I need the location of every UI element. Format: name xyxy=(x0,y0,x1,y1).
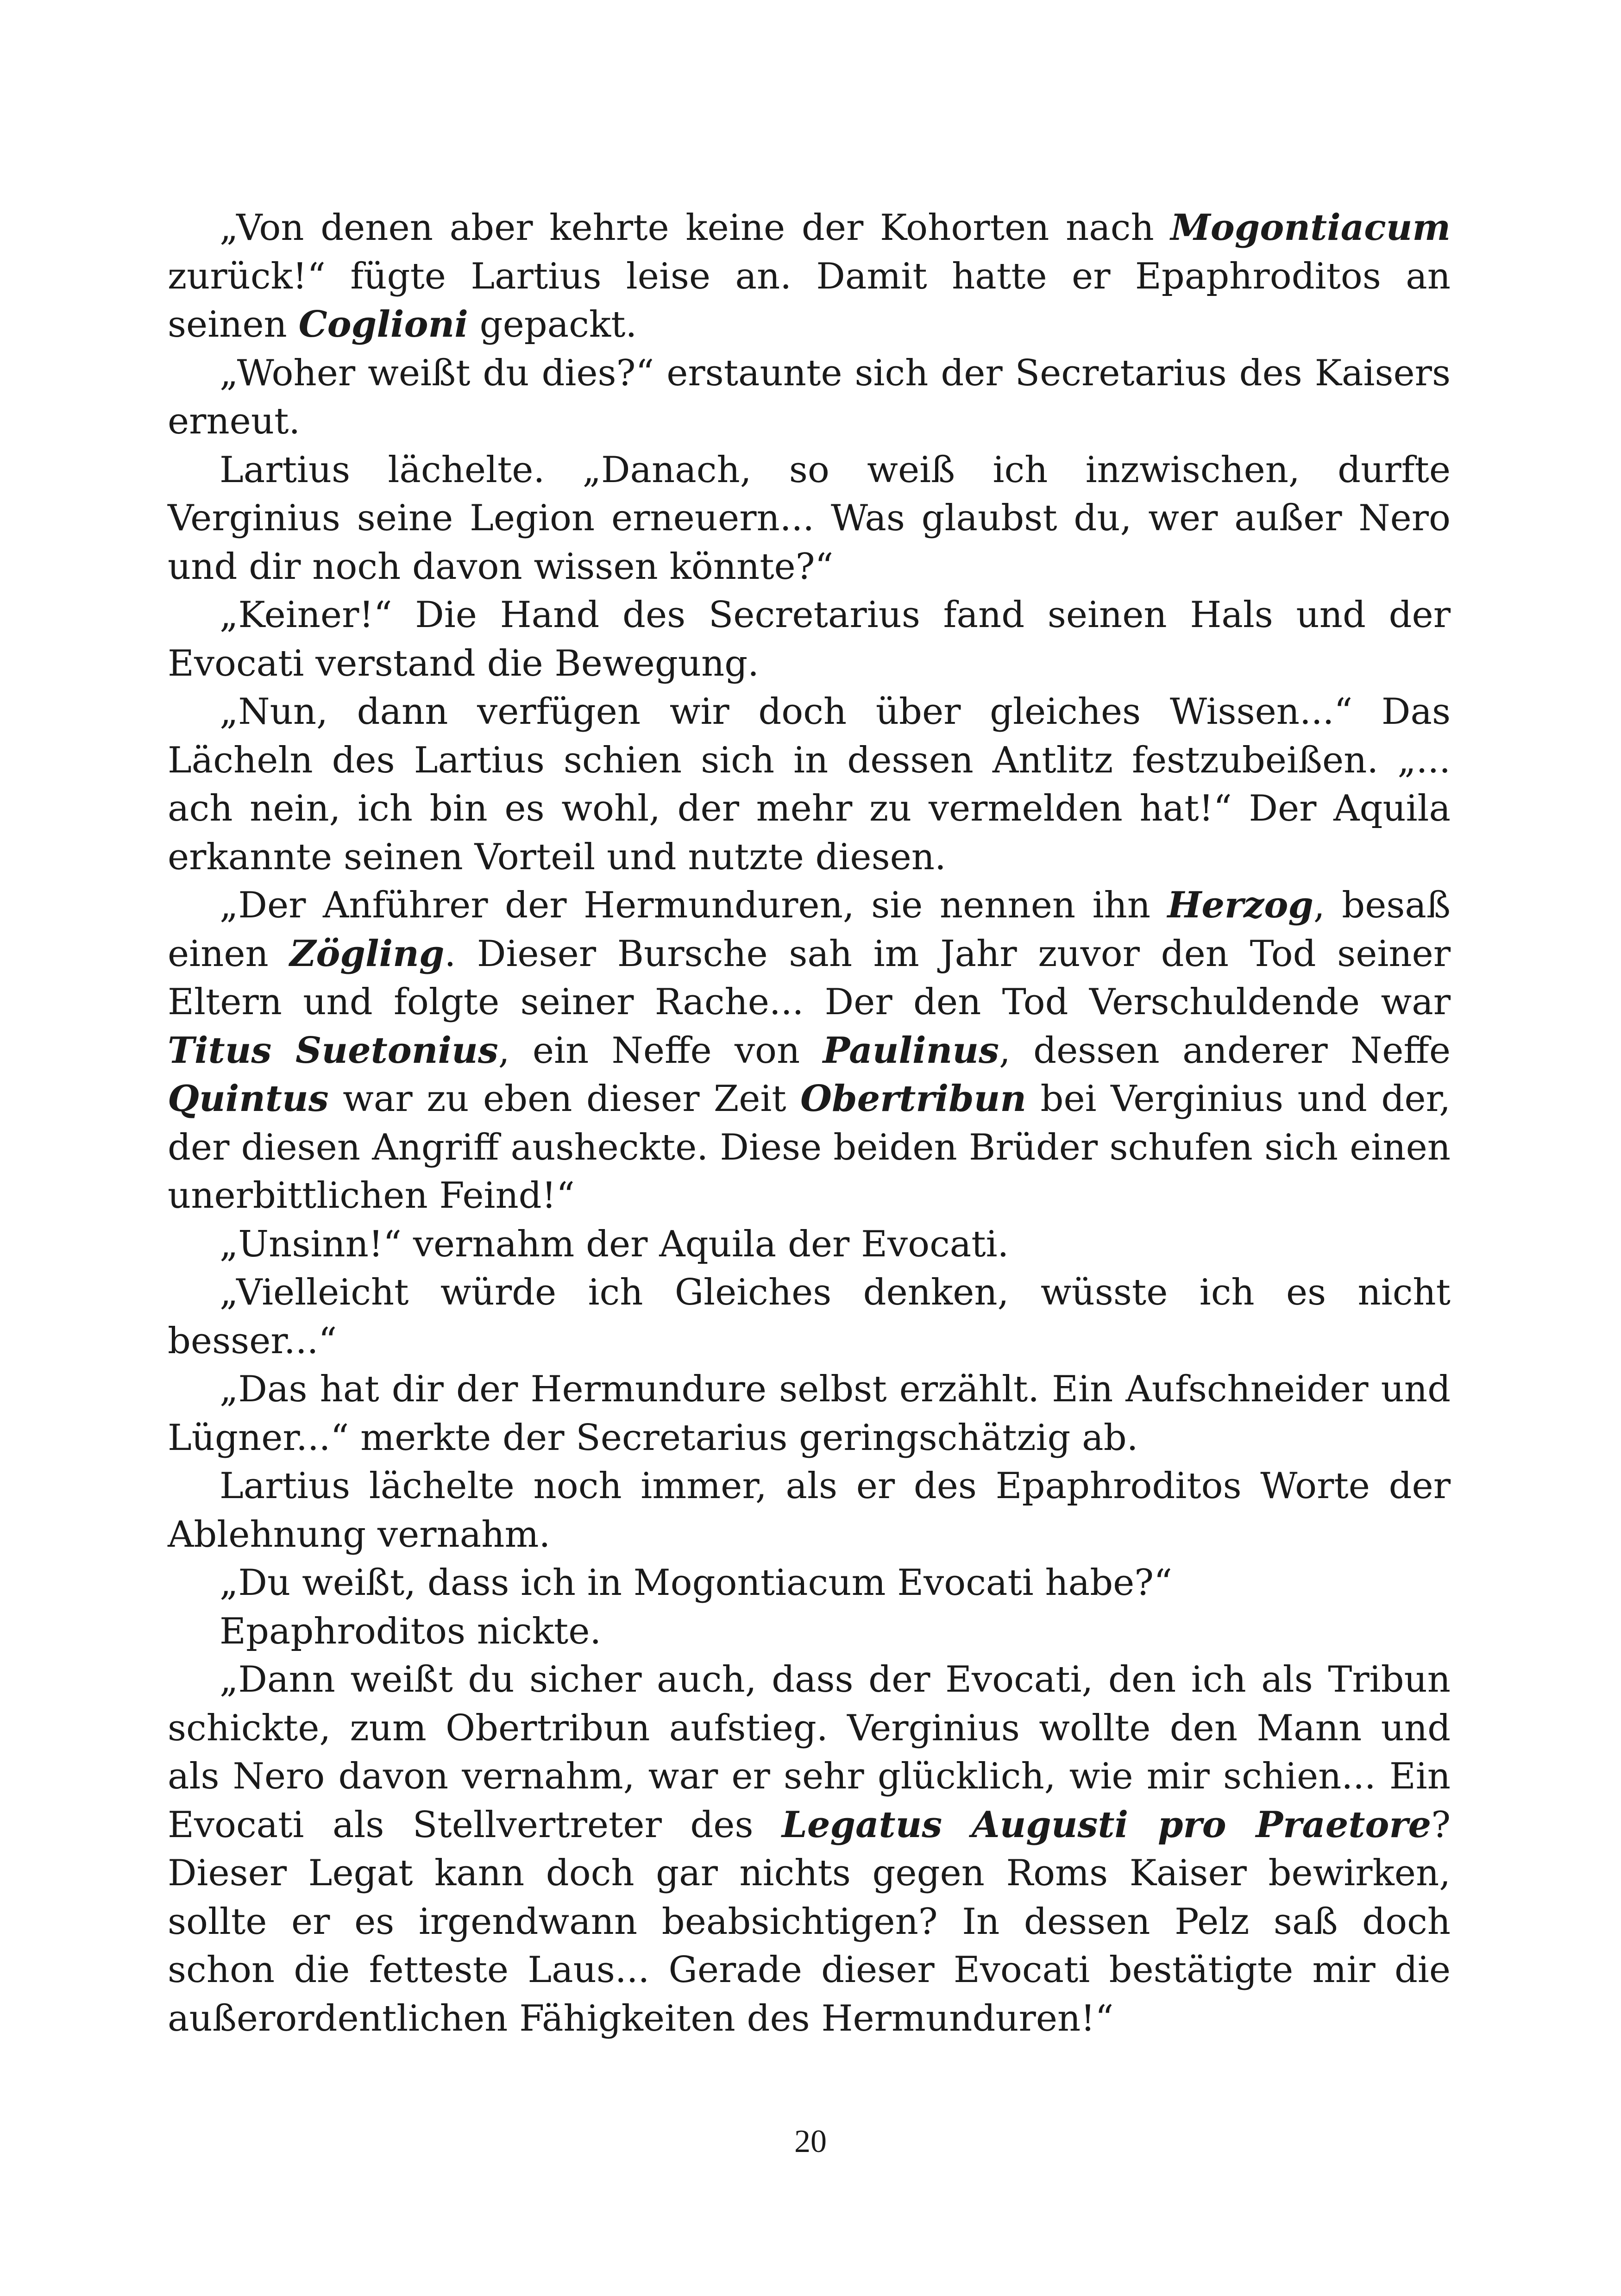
emphasized-term: Quintus xyxy=(168,1078,329,1120)
emphasized-term: Legatus Augusti pro Praetore xyxy=(781,1803,1432,1846)
text-run: war zu eben dieser Zeit xyxy=(328,1078,801,1120)
text-run: . Dieser Bursche sah im Jahr zuvor den Tod seiner Eltern und folgte seiner Rache... Der den Tod Verschuldende war xyxy=(168,933,1451,1023)
emphasized-term: Zögling xyxy=(289,932,445,975)
text-run: bei Verginius und der, der diesen Angriff ausheckte. Diese beiden Brüder schufen sich einen unerbittlichen Feind!“ xyxy=(168,1078,1451,1217)
page-number: 20 xyxy=(794,2124,827,2159)
paragraph xyxy=(168,1656,1451,2043)
text-run: , besaß einen xyxy=(168,885,1451,975)
paragraph xyxy=(168,1365,1451,1462)
text-run: „Das hat dir der Hermundure selbst erzählt. Ein Aufschneider und Lügner...“ merkte der Secretarius geringschätzig ab. xyxy=(168,1368,1451,1459)
paragraph xyxy=(168,446,1451,591)
paragraph xyxy=(168,881,1451,1220)
text-run: „Woher weißt du dies?“ erstaunte sich der Secretarius des Kaisers erneut. xyxy=(168,352,1451,442)
text-run: zurück!“ fügte Lartius leise an. Damit hatte er Epaphroditos an seinen xyxy=(168,255,1451,345)
text-run: „Nun, dann verfügen wir doch über gleiches Wissen...“ Das Lächeln des Lartius schien sich in dessen Antlitz festzubeißen. „... ach nein, ich bin es wohl, der mehr zu vermelden hat!“ Der Aquila erkannte seinen Vorteil und nutzte diesen. xyxy=(168,691,1451,878)
text-run: Epaphroditos nickte. xyxy=(220,1610,602,1652)
paragraph xyxy=(168,1607,1451,1656)
text-run: Lartius lächelte. „Danach, so weiß ich inzwischen, durfte Verginius seine Legion erneuern... Was glaubst du, wer außer Nero und dir noch davon wissen könnte?“ xyxy=(168,449,1451,588)
text-run: „Vielleicht würde ich Gleiches denken, wüsste ich es nicht besser...“ xyxy=(168,1272,1451,1362)
text-run: „Keiner!“ Die Hand des Secretarius fand seinen Hals und der Evocati verstand die Bewegung. xyxy=(168,594,1451,684)
paragraph xyxy=(168,204,1451,349)
emphasized-term: Paulinus xyxy=(823,1029,999,1072)
text-run: Lartius lächelte noch immer, als er des Epaphroditos Worte der Ablehnung vernahm. xyxy=(168,1465,1451,1556)
paragraph xyxy=(168,591,1451,688)
paragraph xyxy=(168,1220,1451,1269)
paragraph xyxy=(168,1559,1451,1607)
text-run: „Von denen aber kehrte keine der Kohorten nach xyxy=(220,207,1171,249)
emphasized-term: Obertribun xyxy=(800,1078,1027,1120)
paragraph xyxy=(168,1268,1451,1365)
paragraph xyxy=(168,349,1451,446)
paragraph xyxy=(168,688,1451,881)
emphasized-term: Mogontiacum xyxy=(1170,207,1451,249)
emphasized-term: Herzog xyxy=(1167,884,1313,926)
paragraph xyxy=(168,1462,1451,1559)
text-run: ? Dieser Legat kann doch gar nichts gegen Roms Kaiser bewirken, sollte er es irgendwann beabsichtigen? In dessen Pelz saß doch schon die fetteste Laus... Gerade dieser Evocati bestätigte mir die außerordentlichen Fähigkeiten des Hermunduren!“ xyxy=(168,1804,1451,2039)
text-run: „Dann weißt du sicher auch, dass der Evocati, den ich als Tribun schickte, zum Obertribun aufstieg. Verginius wollte den Mann und als Nero davon vernahm, war er sehr glücklich, wie mir schien... Ein Evocati als Stellvertreter des xyxy=(168,1659,1451,1846)
text-run: „Du weißt, dass ich in Mogontiacum Evocati habe?“ xyxy=(220,1562,1172,1604)
text-run: , ein Neffe von xyxy=(498,1029,823,1072)
body-text xyxy=(168,204,1451,2043)
text-run: „Der Anführer der Hermunduren, sie nennen ihn xyxy=(220,885,1168,926)
emphasized-term: Titus Suetonius xyxy=(168,1029,498,1072)
text-run: gepackt. xyxy=(468,304,637,345)
emphasized-term: Coglioni xyxy=(298,303,468,345)
text-run: „Unsinn!“ vernahm der Aquila der Evocati. xyxy=(220,1223,1009,1265)
text-run: , dessen anderer Neffe xyxy=(999,1029,1451,1072)
